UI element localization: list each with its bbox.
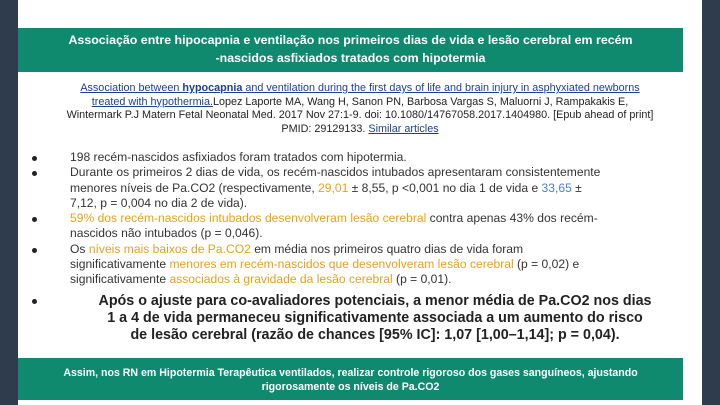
value-day2: 33,65 xyxy=(541,180,572,195)
list-item: 59% dos recém-nascidos intubados desenvolveram lesão cerebral contra apenas 43% dos recém- nascidos não intubados (p = 0,046). xyxy=(30,211,680,242)
slide-title xyxy=(18,28,683,72)
value-day1: 29,01 xyxy=(318,180,349,195)
bullet-icon xyxy=(32,156,37,161)
article-link-cont[interactable]: treated with hypothermia. xyxy=(91,95,213,108)
conclusion-line-1: Assim, nos RN em Hipotermia Terapêutica ventilados, realizar controle rigoroso dos gases sanguíneos, ajustando xyxy=(63,367,638,379)
conclusion-line-2: rigorosamente os níveis de Pa.CO2 xyxy=(261,381,440,393)
list-item: Os níveis mais baixos de Pa.CO2 em média nos primeiros quatro dias de vida foram significativamente menores em recém-nascidos que desenvolveram lesão cerebral (p = 0,02) e significativamente associados à gravidade da lesão cerebral (p = 0,01). xyxy=(30,242,680,288)
reference-line-1 xyxy=(0,82,720,96)
bullet-icon xyxy=(32,299,37,304)
pmid: PMID: 29129133. xyxy=(281,122,369,135)
findings-list xyxy=(30,150,680,344)
citation-journal: Wintermark P.J Matern Fetal Neonatal Med. 2017 Nov 27:1-9. doi: 10.1080/14767058.2017.1404980. [Epub ahead of print] xyxy=(66,109,654,121)
bullet-icon xyxy=(32,248,37,253)
bullet-icon xyxy=(32,171,37,176)
title-line-1: Associação entre hipocapnia e ventilação nos primeiros dias de vida e lesão cerebral em recém xyxy=(68,33,633,47)
list-item: 198 recém-nascidos asfixiados foram tratados com hipotermia. xyxy=(30,150,680,165)
reference-block xyxy=(0,82,720,136)
list-item: Durante os primeiros 2 dias de vida, os recém-nascidos intubados apresentaram consistentemente menores níveis de Pa.CO2 (respectivamente, 29,01 ± 8,55, p <0,001 no dia 1 de vida e 33,65 ± 7,12, p = 0,004 no dia 2 de vida). xyxy=(30,165,680,211)
conclusion-box xyxy=(18,358,683,400)
title-line-2: -nascidos asfixiados tratados com hipotermia xyxy=(215,51,486,65)
bullet-icon xyxy=(32,217,37,222)
reference-line-2 xyxy=(0,96,720,110)
citation-authors: Lopez Laporte MA, Wang H, Sanon PN, Barbosa Vargas S, Maluorni J, Rampakakis E, xyxy=(212,95,629,108)
similar-articles-link[interactable]: Similar articles xyxy=(368,122,439,135)
reference-line-4 xyxy=(0,123,720,137)
article-link[interactable]: Association between hypocapnia and ventilation during the first days of life and brain injury in asphyxiated newborns xyxy=(80,82,640,94)
list-item-key-finding: Após o ajuste para co-avaliadores potenciais, a menor média de Pa.CO2 nos dias 1 a 4 de vida permaneceu significativamente associada a um aumento do risco de lesão cerebral (razão de chances [95% IC]: 1,07 [1,00–1,14]; p = 0,04). xyxy=(30,293,680,344)
